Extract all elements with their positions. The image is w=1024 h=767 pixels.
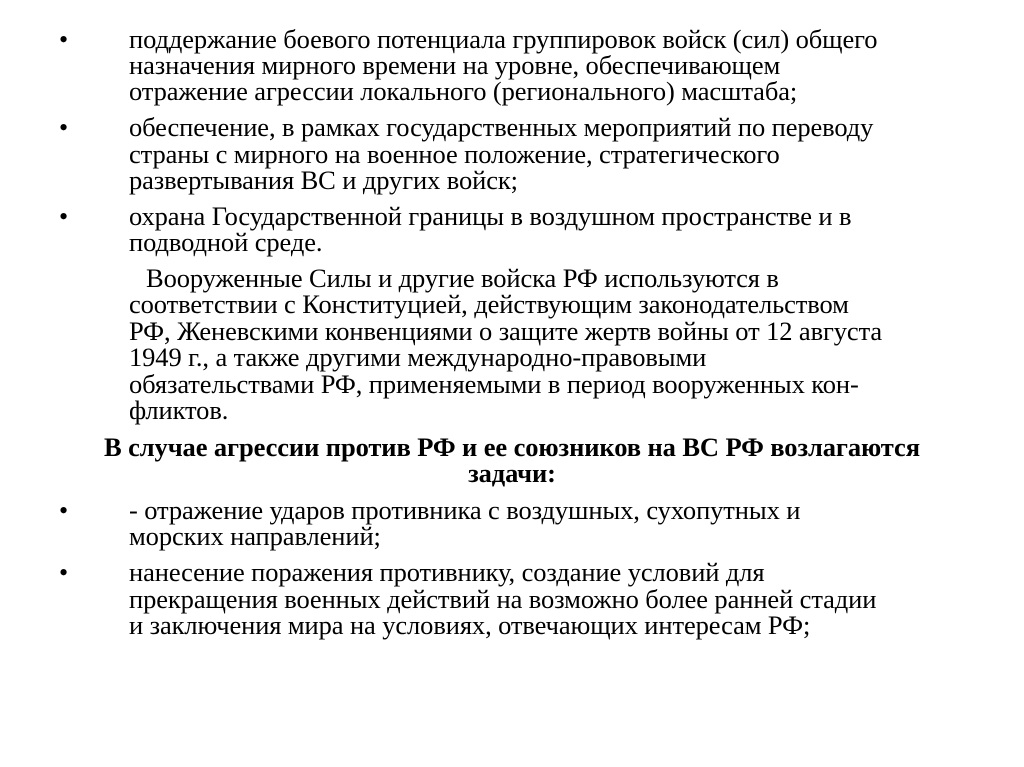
item5-line3: и заключения мира на условиях, отвечающих интересам РФ; [129,610,811,640]
paragraph-line6: фликтов. [129,395,229,425]
item2-line2: страны с мирного на военное положение, стратегического [129,139,780,169]
bullet-marker: • [59,496,69,525]
bullet-marker: • [59,558,69,587]
item3-line2: подводной среде. [129,227,323,257]
paragraph-line5: обязательствами РФ, применяемыми в период вооруженных кон- [129,369,859,399]
paragraph-line3: РФ, Женевскими конвенциями о защите жертв войны от 12 августа [129,316,883,346]
item5-line2: прекращения военных действий на возможно более ранней стадии [129,584,877,614]
paragraph-line2: соответствии с Конституцией, действующим законодательством [129,289,849,319]
item4-line1: - отражение ударов противника с воздушных, сухопутных и [129,495,801,525]
item5-line1: нанесение поражения противнику, создание условий для [129,557,765,587]
item1-line3: отражение агрессии локального (регионального) масштаба; [129,76,798,106]
paragraph-line4: 1949 г., а также другими международно-правовыми [129,342,707,372]
paragraph-line1: Вооруженные Силы и другие войска РФ используются в [146,263,779,293]
section-heading-line1: В случае агрессии против РФ и ее союзников на ВС РФ возлагаются [104,432,920,462]
bullet-marker: • [59,25,69,54]
item2-line3: развертывания ВС и других войск; [129,165,518,195]
item1-line1: поддержание боевого потенциала группировок войск (сил) общего [129,24,878,54]
item3-line1: охрана Государственной границы в воздушном пространстве и в [129,201,852,231]
item4-line2: морских направлений; [129,521,381,551]
section-heading-line2: задачи: [468,458,556,488]
bullet-marker: • [59,202,69,231]
bullet-marker: • [59,113,69,142]
item2-line1: обеспечение, в рамках государственных мероприятий по переводу [129,112,874,142]
item1-line2: назначения мирного времени на уровне, обеспечивающем [129,50,781,80]
